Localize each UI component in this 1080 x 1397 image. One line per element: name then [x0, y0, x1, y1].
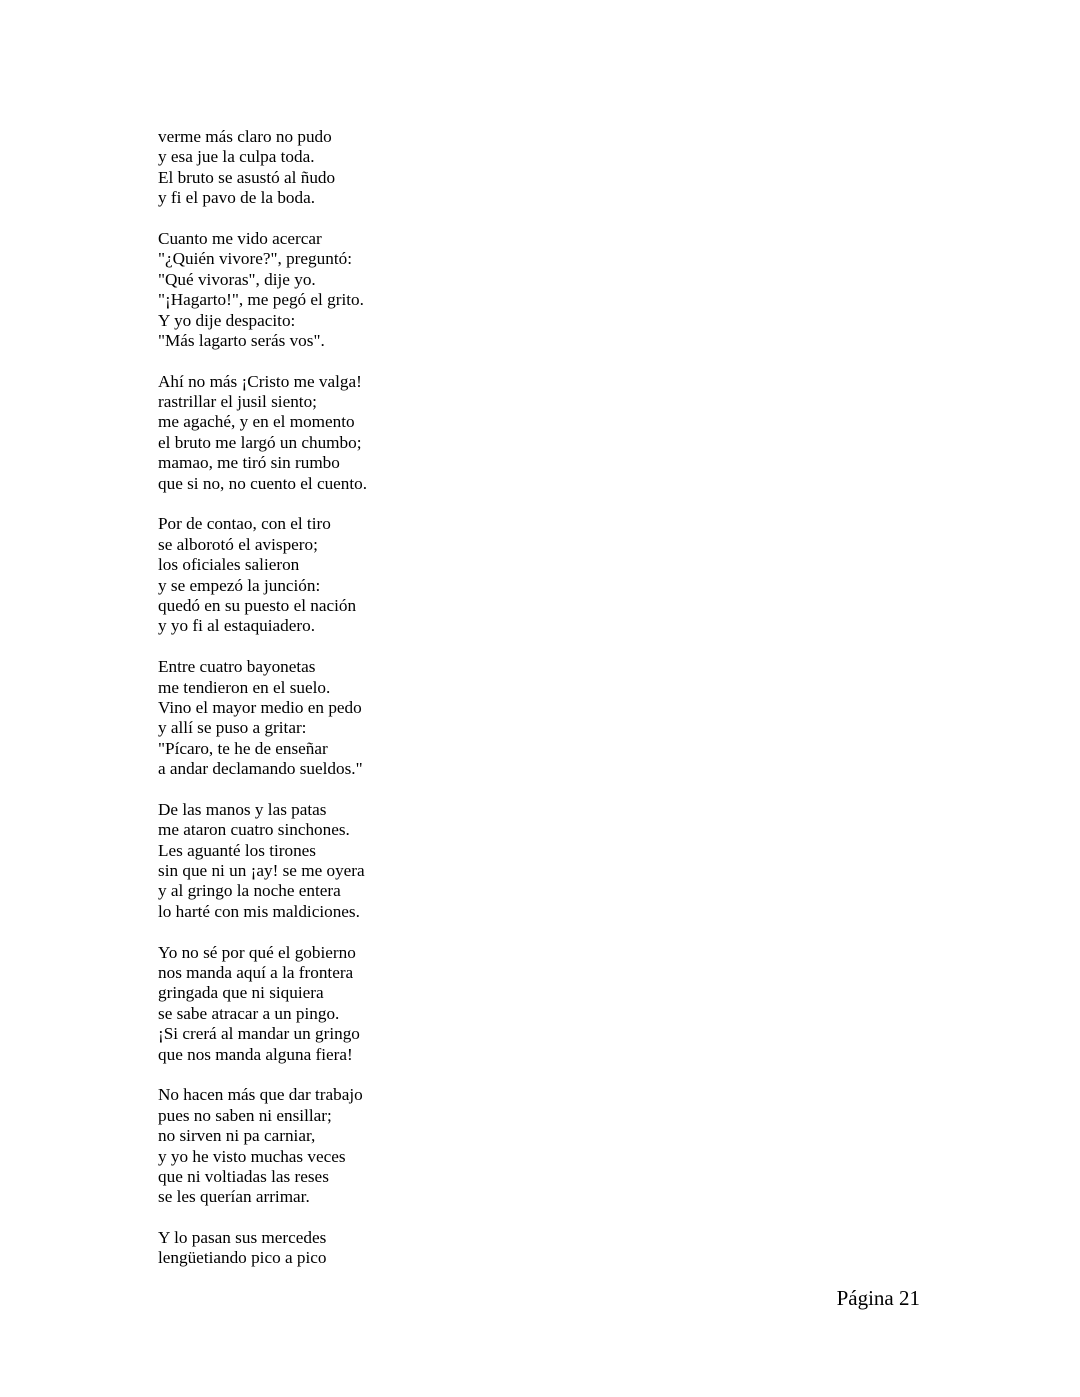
poem-line: y se empezó la junción:	[158, 575, 321, 595]
poem-line: "¡Hagarto!", me pegó el grito.	[158, 290, 364, 310]
poem-line: y esa jue la culpa toda.	[158, 147, 315, 167]
poem-line: que nos manda alguna fiera!	[158, 1044, 353, 1064]
poem-line: verme más claro no pudo	[158, 127, 332, 146]
poem-line: y fi el pavo de la boda.	[158, 188, 316, 208]
poem-line: "Pícaro, te he de enseñar	[158, 738, 328, 758]
poem-line: El bruto se asustó al ñudo	[158, 167, 336, 187]
poem-line: No hacen más que dar trabajo	[158, 1085, 363, 1105]
poem-line: mamao, me tiró sin rumbo	[158, 453, 340, 473]
poem-line: lengüetiando pico a pico	[158, 1248, 327, 1268]
poem-line: "¿Quién vivore?", preguntó:	[158, 249, 352, 269]
poem-line: De las manos y las patas	[158, 799, 327, 819]
stanza	[158, 657, 758, 779]
poem-line: Ahí no más ¡Cristo me valga!	[158, 371, 362, 391]
poem-line: se alborotó el avispero;	[158, 534, 318, 554]
poem-line: y yo he visto muchas veces	[158, 1146, 346, 1166]
poem-line: Por de contao, con el tiro	[158, 514, 331, 534]
poem-line: Entre cuatro bayonetas	[158, 657, 316, 677]
poem-line: "Más lagarto serás vos".	[158, 330, 325, 350]
poem-line: quedó en su puesto el nación	[158, 595, 357, 615]
poem-line: los oficiales salieron	[158, 555, 300, 575]
poem-line: a andar declamando sueldos."	[158, 759, 363, 779]
poem-line: el bruto me largó un chumbo;	[158, 432, 362, 452]
poem-line: Vino el mayor medio en pedo	[158, 697, 362, 717]
poem-line: y yo fi al estaquiadero.	[158, 616, 316, 636]
poem-line: me ataron cuatro sinchones.	[158, 820, 350, 840]
poem-line: Les aguanté los tirones	[158, 840, 316, 860]
poem-line: ¡Si crerá al mandar un gringo	[158, 1024, 360, 1044]
stanza	[158, 1085, 758, 1207]
poem-line: y allí se puso a gritar:	[158, 718, 307, 738]
poem-line: no sirven ni pa carniar,	[158, 1126, 316, 1146]
page-number: Página 21	[836, 1286, 920, 1310]
poem-line: Y yo dije despacito:	[158, 310, 296, 330]
poem-line: pues no saben ni ensillar;	[158, 1105, 332, 1125]
poem-line: rastrillar el jusil siento;	[158, 392, 317, 412]
stanza	[158, 372, 758, 494]
poem-line: Y lo pasan sus mercedes	[158, 1228, 327, 1248]
poem-line: "Qué vivoras", dije yo.	[158, 269, 316, 289]
poem-line: sin que ni un ¡ay! se me oyera	[158, 861, 365, 881]
stanza	[158, 943, 758, 1065]
poem-line: me tendieron en el suelo.	[158, 677, 331, 697]
stanza	[158, 229, 758, 351]
stanza	[158, 127, 758, 209]
poem-line: lo harté con mis maldiciones.	[158, 901, 360, 921]
poem-line: me agaché, y en el momento	[158, 412, 355, 432]
poem-line: Yo no sé por qué el gobierno	[158, 942, 356, 962]
stanza	[158, 800, 758, 922]
stanza	[158, 1228, 758, 1269]
poem-line: gringada que ni siquiera	[158, 983, 324, 1003]
poem-line: que si no, no cuento el cuento.	[158, 473, 368, 493]
poem-line: nos manda aquí a la frontera	[158, 963, 354, 983]
poem-body	[158, 127, 758, 1289]
poem-line: y al gringo la noche entera	[158, 881, 341, 901]
poem-line: se sabe atracar a un pingo.	[158, 1003, 340, 1023]
stanza	[158, 514, 758, 636]
poem-line: que ni voltiadas las reses	[158, 1166, 329, 1186]
poem-line: se les querían arrimar.	[158, 1187, 310, 1207]
poem-line: Cuanto me vido acercar	[158, 228, 322, 248]
